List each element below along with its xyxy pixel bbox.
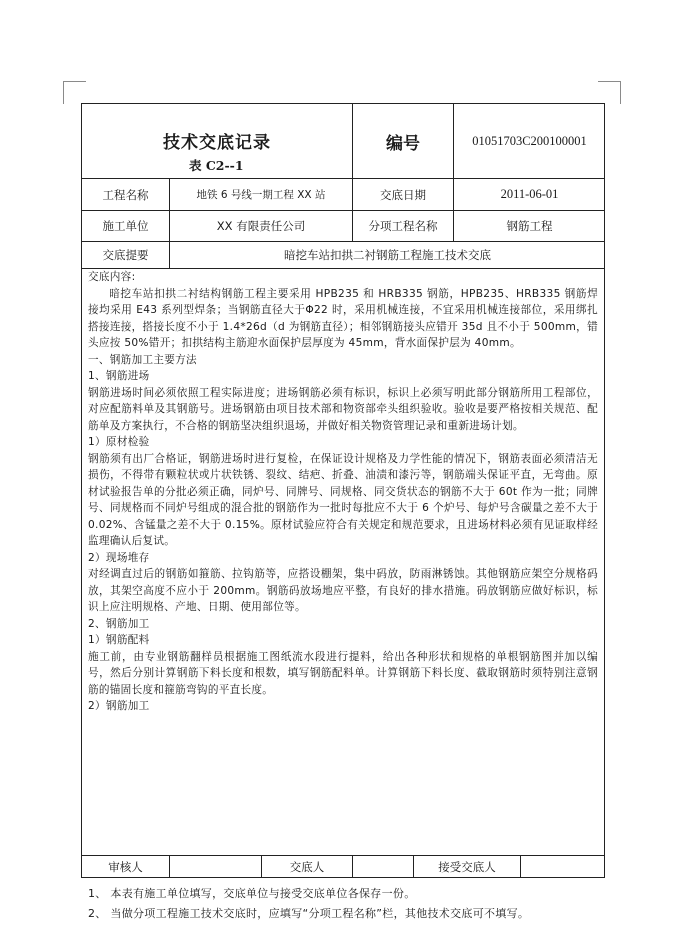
form-number-cell — [82, 153, 352, 177]
note-item: 1、 本表有施工单位填写，交底单位与接受交底单位各保存一份。 — [88, 887, 416, 900]
form-number: 表 C2--1 — [189, 158, 244, 173]
note-item: 2、 当做分项工程施工技术交底时，应填写“分项工程名称”栏，其他技术交底可不填写。 — [88, 907, 530, 920]
discloser-signature — [353, 856, 413, 878]
unit-label: 施工单位 — [102, 219, 149, 233]
subsection-heading: 1）原材检验 — [88, 436, 150, 448]
form-title — [82, 104, 352, 153]
crop-mark — [620, 81, 621, 104]
project-name-label: 工程名称 — [102, 187, 149, 202]
content-paragraph: 暗挖车站扣拱二衬结构钢筋工程主要采用 HPB235 和 HRB335 钢筋，HPB235、HRB335 钢筋焊接均采用 E43 系列型焊条；当钢筋直径大于Φ22 时，采用机械连接，不宜采用机械连接部位，采用绑扎搭接连接，搭接长度不小于 1.4*26d（d 为钢筋直径）；相邻钢筋接头应错开 35d 且不小于 500mm，错头应按 50%错开；扣拱结构主筋迎水面保护层厚度为 45mm，背水面保护层为 40mm。 — [88, 287, 598, 349]
date-label: 交底日期 — [380, 187, 426, 202]
subproject-label: 分项工程名称 — [368, 219, 438, 233]
page-title: 技术交底记录 — [163, 133, 271, 153]
crop-mark — [63, 81, 64, 104]
content-heading: 交底内容: — [88, 271, 136, 283]
content-paragraph: 施工前，由专业钢筋翻样员根据施工图纸流水段进行提料，给出各种形状和规格的单根钢筋图并加以编号，然后分别计算钢筋下料长度和根数，填写钢筋配料单。计算钢筋下料长度、截取钢筋时须特别注意钢筋的锚固长度和箍筋弯钩的平直长度。 — [88, 650, 598, 696]
disclosure-form — [81, 103, 605, 878]
form-notes — [88, 884, 608, 924]
receiver-signature — [521, 856, 605, 878]
subsection-heading: 2、钢筋加工 — [88, 617, 150, 630]
content-paragraph: 对经调直过后的钢筋如箍筋、拉钩筋等，应搭设棚架，集中码放，防雨淋锈蚀。其他钢筋应架空分规格码放，其架空高度不应小于 200mm。钢筋码放场地应平整，有良好的排水措施。码放钢筋应做好标识，标识上应注明规格、产地、日期、使用部位等。 — [88, 568, 598, 613]
disclosure-content — [88, 269, 598, 715]
content-paragraph: 钢筋进场时间必须依照工程实际进度；进场钢筋必须有标识，标识上必须写明此部分钢筋所用工程部位，对应配筋料单及其钢筋号。进场钢筋由项目技术部和物资部牵头组织验收。验收是要严格按相关规范、配筋单及方案执行，不合格的钢筋坚决组织退场，并做好相关物资管理记录和重新进场计划。 — [88, 386, 598, 432]
section-heading: 一、钢筋加工主要方法 — [88, 353, 197, 366]
crop-mark — [598, 81, 621, 82]
number-value: 01051703C200100001 — [472, 133, 587, 148]
reviewer-label: 审核人 — [108, 860, 143, 874]
discloser-label: 交底人 — [289, 860, 325, 874]
subsection-heading: 2）钢筋加工 — [88, 700, 150, 712]
receiver-label: 接受交底人 — [438, 860, 496, 874]
subsection-heading: 1）钢筋配料 — [88, 634, 150, 646]
number-value-cell — [454, 104, 605, 178]
subsection-heading: 2）现场堆存 — [88, 551, 150, 564]
number-label: 编号 — [386, 133, 420, 154]
content-paragraph: 钢筋须有出厂合格证，钢筋进场时进行复检，在保证设计规格及力学性能的情况下，钢筋表面必须清洁无损伤，不得带有颗粒状或片状铁锈、裂纹、结疤、折叠、油渍和漆污等，钢筋端头保证平直，无弯曲。原材试验报告单的分批必须正确，同炉号、同牌号、同规格、同交货状态的钢筋不大于 60t 作为一批；同牌号、同规格而不同炉号组成的混合批的钢筋作为一批时每批应不大于 6 个炉号、每炉号含碳量之差不大于 0.02%、含锰量之差不大于 0.15%。原材试验应符合有关规定和规范要求，且进场材料必须有见证取样经监理确认后复试。 — [88, 452, 598, 547]
summary-label: 交底提要 — [102, 248, 149, 262]
summary-value: 暗挖车站扣拱二衬钢筋工程施工技术交底 — [284, 248, 491, 262]
project-name-value: 地铁 6 号线一期工程 XX 站 — [196, 189, 326, 201]
number-label-cell — [353, 104, 453, 178]
date-value: 2011-06-01 — [500, 187, 559, 201]
unit-value: XX 有限责任公司 — [216, 219, 306, 233]
reviewer-signature — [170, 856, 261, 878]
subsection-heading: 1、钢筋进场 — [88, 370, 150, 382]
crop-mark — [63, 81, 86, 82]
subproject-value: 钢筋工程 — [506, 219, 553, 233]
